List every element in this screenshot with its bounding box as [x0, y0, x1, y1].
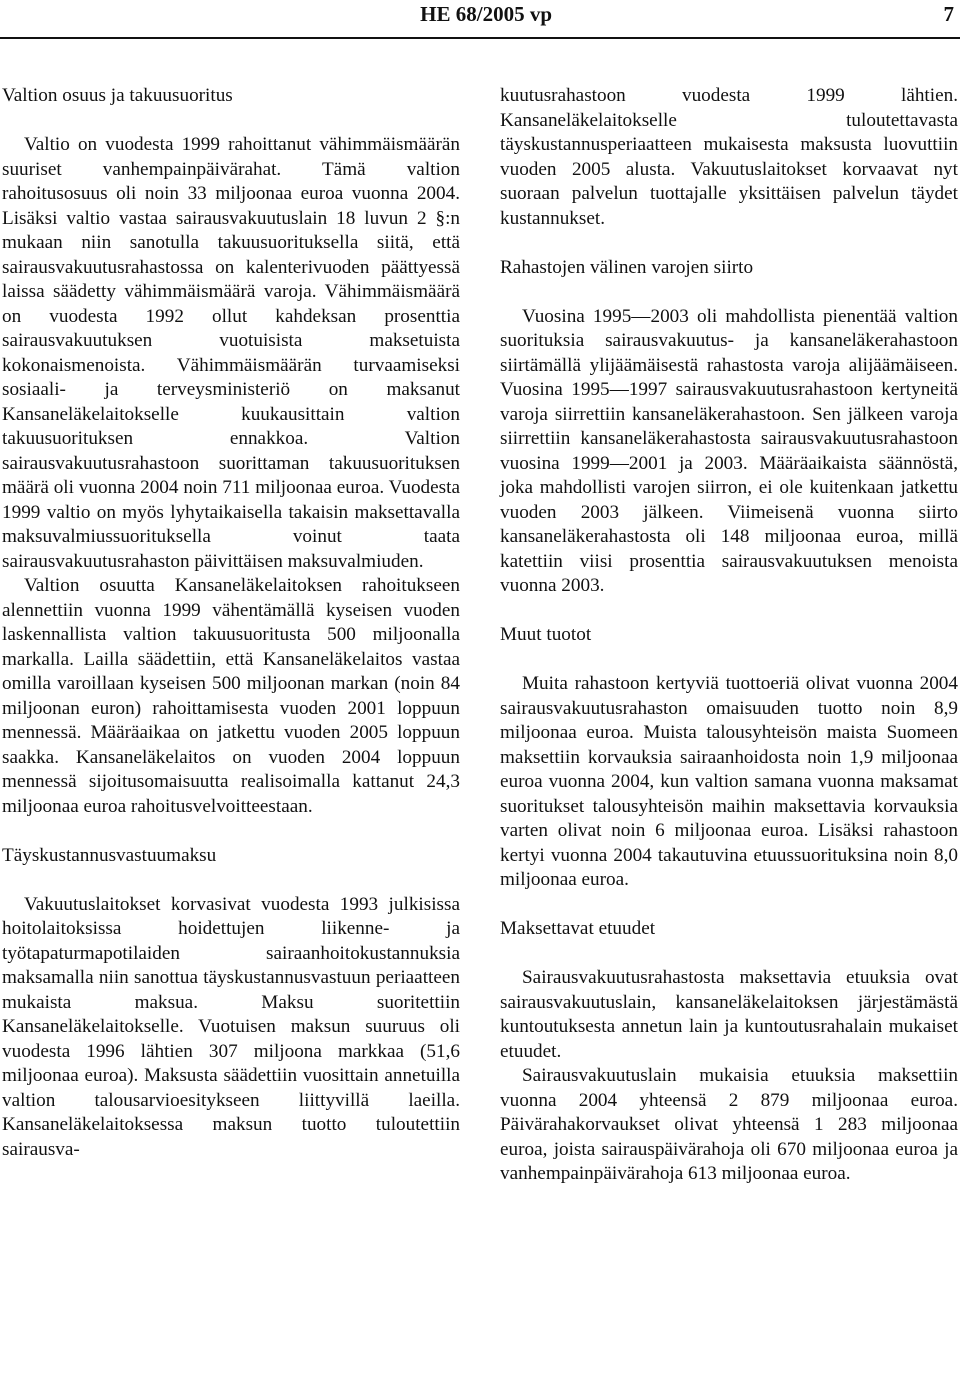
paragraph: Muita rahastoon kertyviä tuottoeriä olivat vuonna 2004 sairausvakuutusrahaston omaisuuden tuotto noin 8,9 miljoonaa euroa. Muista talousyhteisön maista Suomeen maksettiin korvauksia sairaanhoidosta noin 1,9 miljoonaa euroa vuonna 2004, kun valtion samana vuonna maksamat suoritukset talousyhteisön maihin maksettavia korvauksia varten olivat noin 6 miljoonaa euroa. Lisäksi rahastoon kertyi vuonna 2004 takautuvina etuussuorituksina noin 8,0 miljoonaa euroa. [500, 673, 958, 890]
paragraph: kuutusrahastoon vuodesta 1999 lähtien. Kansaneläkelaitokselle tuloutettavasta täyskustannusperiaatteen mukaisesta maksusta luovuttiin vuoden 2005 alusta. Vakuutuslaitokset korvaavat nyt suoraan palvelun tuottajalle yksittäisen palvelun täydet kustannukset. [500, 85, 958, 229]
right-column [500, 84, 958, 1187]
section-heading-valtion-osuus: Valtion osuus ja takuusuoritus [2, 85, 233, 106]
left-column [2, 84, 460, 1162]
header-rule [0, 37, 960, 39]
section-heading-rahastojen-siirto: Rahastojen välinen varojen siirto [500, 256, 754, 278]
paragraph: Vakuutuslaitokset korvasivat vuodesta 1993 julkisissa hoitolaitoksissa hoidettujen liikenne- ja työtapaturmapotilaiden sairaanhoitokustannuksia maksamalla niin sanottua täyskustannusvastuun periaatteen mukaista maksua. Maksu suoritettiin Kansaneläkelaitokselle. Vuotuisen maksun suuruus oli vuodesta 1996 lähtien 307 miljoona markkaa (51,6 miljoonaa euroa). Maksusta säädettiin vuosittain annetuilla valtion talousarvioesitykseen liittyvillä laeilla. Kansaneläkelaitoksessa maksun tuotto tuloutettiin sairausva- [2, 893, 460, 1160]
section-heading-taysikustannus: Täyskustannusvastuumaksu [2, 844, 217, 866]
section-heading-maksettavat-etuudet: Maksettavat etuudet [500, 918, 656, 939]
page-header [0, 0, 960, 44]
section-heading-muut-tuotot: Muut tuotot [500, 624, 592, 645]
document-id: HE 68/2005 vp [420, 2, 552, 26]
paragraph: Valtio on vuodesta 1999 rahoittanut vähimmäismäärän suuriset vanhempainpäivärahat. Tämä valtion rahoitusosuus oli noin 33 miljoonaa euroa vuonna 2004. Lisäksi valtio vastaa sairausvakuutuslain 18 luvun 2 §:n mukaan niin sanotulla takuusuorituksella siitä, että sairausvakuutusrahastossa on kalenterivuoden päättyessä laissa säädetty vähimmäismäärä varoja. Vähimmäismäärä on vuodesta 1992 ollut kahdeksan prosenttia sairausvakuutuksen vuotuisista maksetuista kokonaismenoista. Vähimmäismäärän turvaamiseksi sosiaali- ja terveysministeriö on maksanut Kansaneläkelaitokselle kuukausittain valtion takuusuorituksen ennakkoa. Valtion sairausvakuutusrahastoon suorittaman takuusuorituksen määrä oli vuonna 2004 noin 711 miljoonaa euroa. Vuodesta 1999 valtio on myös lyhytaikaisella takaisin maksettavalla maksuvalmiussuorituksella voinut taata sairausvakuutusrahaston päivittäisen maksuvalmiuden. [2, 134, 460, 572]
paragraph: Sairausvakuutuslain mukaisia etuuksia maksettiin vuonna 2004 yhteensä 2 879 miljoonaa euroa. Päivärahakorvaukset olivat yhteensä 1 283 miljoonaa euroa, joista sairauspäivärahoja oli 670 miljoonaa euroa ja vanhempainpäivärahoja 613 miljoonaa euroa. [500, 1065, 958, 1184]
paragraph: Valtion osuutta Kansaneläkelaitoksen rahoitukseen alennettiin vuonna 1999 vähentämällä kyseisen vuoden laskennallista valtion takuusuoritusta 500 miljoonalla markalla. Lailla säädettiin, että Kansaneläkelaitos vastaa omilla varoillaan kyseisen 500 miljoonan markan (noin 84 miljoonan euron) rahoittamisesta vuoden 2001 loppuun mennessä. Määräaikaa on jatkettu vuoden 2005 loppuun saakka. Kansaneläkelaitos on vuoden 2004 loppuun mennessä sijoitusomaisuutta realisoimalla kattanut 24,3 miljoonaa euroa rahoitusvelvoitteestaan. [2, 575, 460, 817]
page-number: 7 [943, 2, 954, 26]
paragraph: Sairausvakuutusrahastosta maksettavia etuuksia ovat sairausvakuutuslain, kansaneläkelaitoksen järjestämästä kuntoutuksesta annetun lain ja kuntoutusrahalain mukaiset etuudet. [500, 967, 958, 1062]
paragraph: Vuosina 1995—2003 oli mahdollista pienentää valtion suorituksia sairausvakuutus- ja kansaneläkerahastoon siirtämällä ylijäämäisestä rahastosta varoja alijäämäiseen. Vuosina 1995—1997 sairausvakuutusrahastoon kertyneitä varoja siirrettiin kansaneläkerahastoon. Sen jälkeen varoja siirrettiin kansaneläkerahastosta sairausvakuutusrahastoon vuosina 1999—2001 ja 2003. Määräaikaista säännöstä, joka mahdollisti varojen siirron, ei ole kuitenkaan jatkettu vuoden 2003 jälkeen. Viimeisenä vuonna siirto kansaneläkerahastosta oli 148 miljoonaa euroa, millä katettiin viisi prosenttia sairausvakuutuksen menoista vuonna 2003. [500, 305, 958, 596]
